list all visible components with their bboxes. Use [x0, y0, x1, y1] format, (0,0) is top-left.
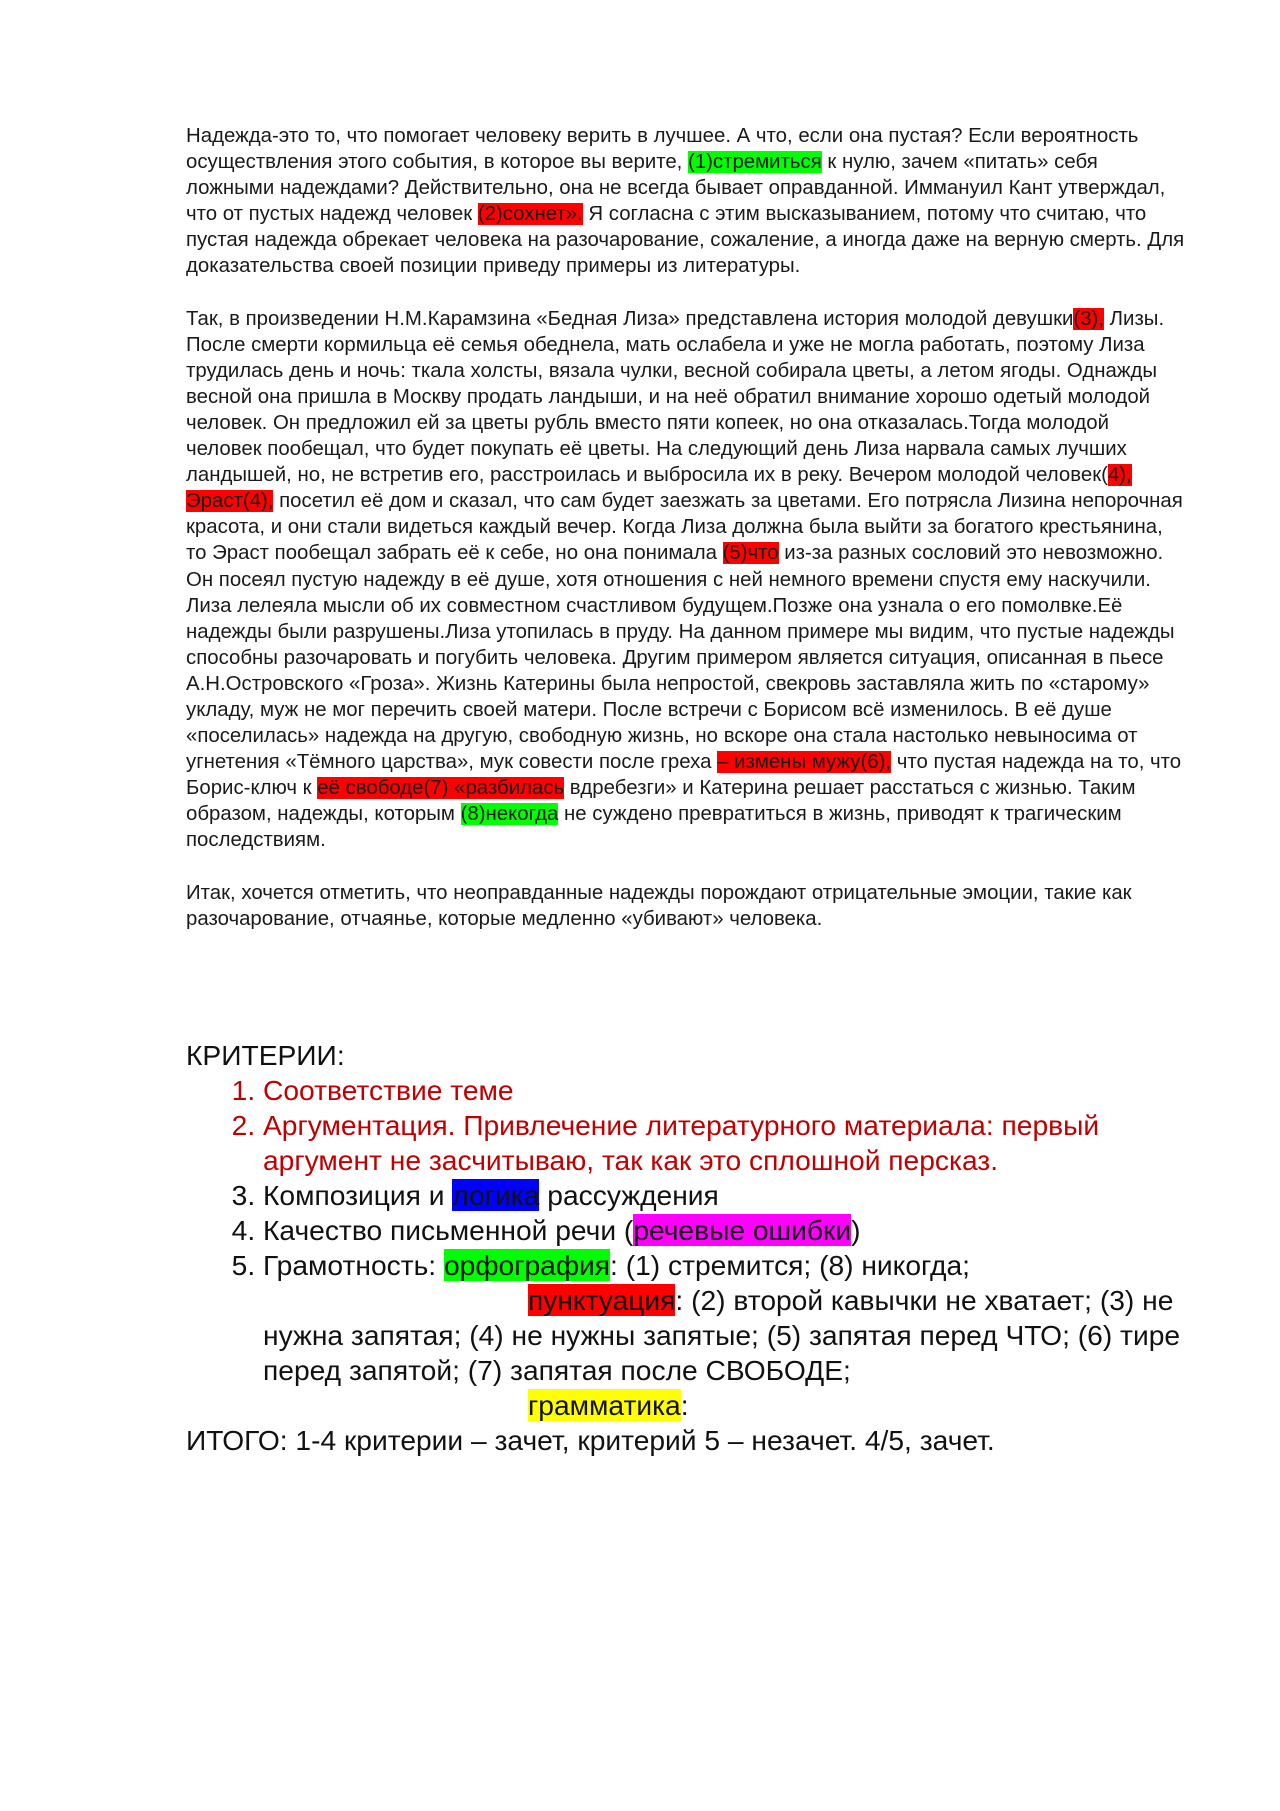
- punctuation-highlight: пунктуация: [528, 1284, 676, 1316]
- text-run: вдребезги» и Катерина решает расстаться с жизнью. Таким образом, надежды, которым: [186, 777, 1136, 826]
- criteria-item-literacy: [263, 1248, 1186, 1423]
- text-run: Лизы. После смерти кормильца её семья обеднела, мать ослабела и уже не могла работать, поэтому Лиза трудилась день и ночь: ткала холсты, вязала чулки, весной собирала цветы, а летом ягоды. Однажды весной она пришла в Москву продать ландыши, и на неё обратил внимание хорошо одетый молодой человек. Он предложил ей за цветы рубль вместо пяти копеек, но она отказалась.Тогда молодой человек пообещал, что будет покупать её цветы. На следующий день Лиза нарвала самых лучших ландышей, но, не встретив его, расстроилась и выбросила их в реку. Вечером молодой человек(: [186, 307, 1165, 487]
- text-run: Композиция и: [263, 1179, 453, 1211]
- punctuation-error-highlight: (5)что: [722, 542, 779, 565]
- criteria-item-argumentation: 2. Аргументация. Привлечение литературного материала: первый аргумент не засчитываю, так как это сплошной персказ.: [263, 1108, 1186, 1178]
- text-run: из-за разных сословий это невозможно. Он посеял пустую надежду в её душе, хотя отношения с ней немного времени спустя ему наскучили. Лиза лелеяла мысли об их совместном счастливом будущем.Позже она узнала о его помолвке.Её надежды были разрушены.Лиза утопилась в пруду. На данном примере мы видим, что пустые надежды способны разочаровать и погубить человека. Другим примером является ситуация, описанная в пьесе А.Н.Островского «Гроза». Жизнь Катерины была непростой, свекровь заставляла жить по «старому» укладу, муж не мог перечить своей матери. После встречи с Борисом всё изменилось. В её душе «поселилась» надежда на другую, свободную жизнь, но вскоре она стала настолько невыносима от угнетения «Тёмного царства», мук совести после греха: [186, 542, 1175, 774]
- spelling-error-highlight: (1)стремиться: [688, 151, 822, 174]
- grammar-highlight: грамматика: [528, 1389, 681, 1421]
- criteria-item-speech-quality: [263, 1213, 1186, 1248]
- text-run: : (2) второй кавычки не хватает; (3) не нужна запятая; (4) не нужны запятые; (5) запятая перед ЧТО; (6) тире перед запятой; (7) запятая после СВОБОДЕ;: [263, 1284, 1181, 1386]
- punctuation-error-highlight: (2)сохнет».: [477, 203, 583, 226]
- text-run: что пустая надежда на то, что Борис-ключ к: [186, 751, 1182, 800]
- speech-errors-highlight: речевые ошибки: [633, 1214, 852, 1246]
- text-run: Так, в произведении Н.М.Карамзина «Бедная Лиза» представлена история молодой девушки: [186, 307, 1074, 330]
- text-run: :: [680, 1389, 689, 1421]
- criteria-title: КРИТЕРИИ:: [186, 1039, 345, 1071]
- text-run: : (1) стремится; (8) никогда;: [610, 1249, 970, 1281]
- text-run: Надежда-это то, что помогает человеку верить в лучшее. А что, если она пустая? Если вероятность осуществления этого события, в которое вы верите,: [186, 125, 1139, 174]
- punctuation-error-highlight: её свободе(7) «разбилась: [317, 777, 565, 800]
- text-run: не суждено превратиться в жизнь, приводят к трагическим последствиям.: [186, 803, 1122, 852]
- punctuation-error-highlight: – измены мужу(6),: [717, 751, 892, 774]
- essay-paragraph-conclusion: Итак, хочется отметить, что неоправданные надежды порождают отрицательные эмоции, такие как разочарование, отчаянье, которые медленно «убивают» человека.: [186, 881, 1132, 930]
- criteria-total: ИТОГО: 1-4 критерии – зачет, критерий 5 – незачет. 4/5, зачет.: [186, 1424, 995, 1456]
- criteria-section: [186, 1038, 1186, 1458]
- spelling-error-highlight: (8)некогда: [460, 803, 559, 826]
- punctuation-error-highlight: (3),: [1073, 307, 1105, 330]
- text-run: рассуждения: [539, 1179, 719, 1211]
- essay-text: [186, 123, 1186, 932]
- text-run: Качество письменной речи (: [263, 1214, 634, 1246]
- logic-highlight: логика: [452, 1179, 540, 1211]
- text-run: ): [851, 1214, 861, 1246]
- criteria-item-composition: [263, 1178, 1186, 1213]
- text-run: посетил её дом и сказал, что сам будет заезжать за цветами. Его потрясла Лизина непорочная красота, и они стали видеться каждый вечер. Когда Лиза должна была выйти за богатого крестьянина, то Эраст пообещал забрать её к себе, но она понимала: [186, 490, 1183, 565]
- text-run: Я согласна с этим высказыванием, потому что считаю, что пустая надежда обрекает человека на разочарование, сожаление, а иногда даже на верную смерть. Для доказательства своей позиции приведу примеры из литературы.: [186, 203, 1185, 278]
- essay-paragraph-intro: [186, 123, 1186, 280]
- spelling-highlight: орфография: [443, 1249, 611, 1281]
- text-run: к нулю, зачем «питать» себя ложными надеждами? Действительно, она не всегда бывает оправданной. Иммануил Кант утверждал, что от пустых надежд человек: [186, 151, 1166, 226]
- essay-paragraph-body: [186, 306, 1186, 854]
- text-run: Грамотность:: [263, 1249, 444, 1281]
- criteria-item-topic: 1. Соответствие теме: [263, 1073, 1186, 1108]
- punctuation-error-highlight: 4), Эраст(4),: [186, 464, 1132, 513]
- criteria-list: [186, 1073, 1186, 1423]
